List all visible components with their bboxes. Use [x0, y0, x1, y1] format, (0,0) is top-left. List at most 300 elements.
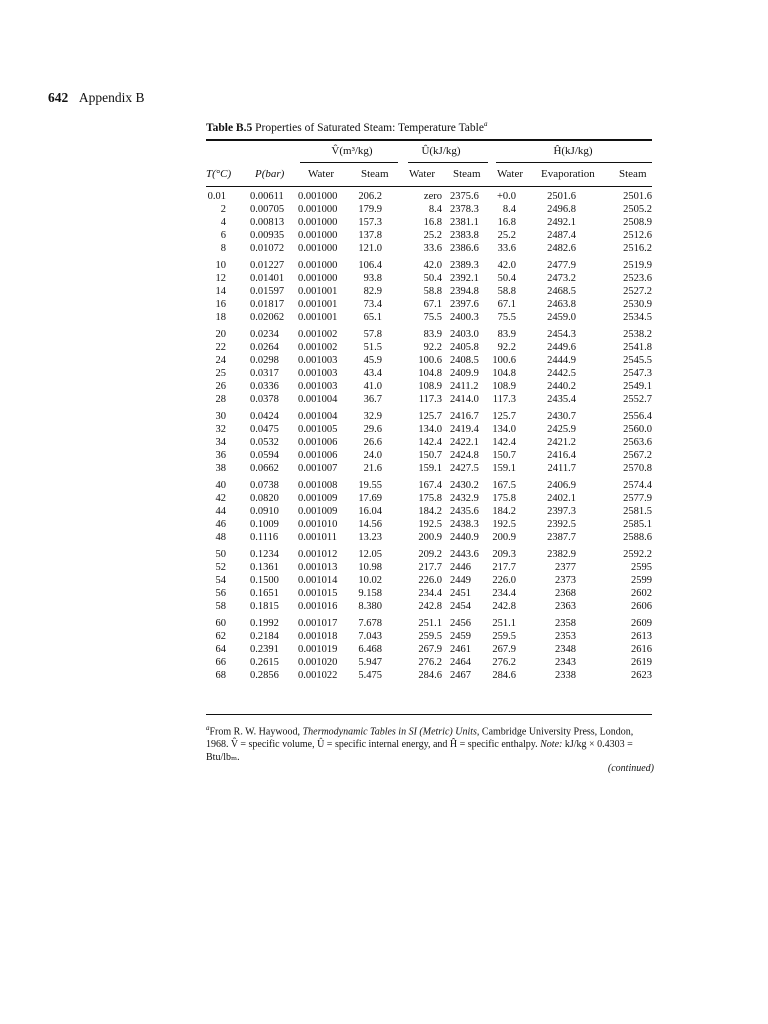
cell-pressure: 0.0738 — [250, 480, 279, 491]
cell-pressure: 0.0234 — [250, 329, 279, 340]
cell-pressure: 0.1361 — [250, 562, 279, 573]
cell-enthalpy-steam: 2585.1 — [623, 519, 652, 530]
cell-volume-water: 0.001009 — [298, 493, 338, 504]
footnote-source-title: Thermodynamic Tables in SI (Metric) Units, — [302, 726, 480, 738]
cell-volume-steam: 16.04 — [358, 506, 382, 517]
cell-volume-water: 0.001002 — [298, 329, 338, 340]
cell-enthalpy-evaporation: 2411.7 — [547, 463, 576, 474]
header-enthalpy-water: Water — [497, 168, 523, 180]
cell-temperature: 40 — [215, 480, 226, 491]
cell-temperature: 42 — [215, 493, 226, 504]
cell-volume-water: 0.001009 — [298, 506, 338, 517]
cell-pressure: 0.2391 — [250, 644, 279, 655]
cell-temperature: 34 — [215, 437, 226, 448]
cell-enthalpy-evaporation: 2373 — [555, 575, 576, 586]
cell-enthalpy-steam: 2574.4 — [623, 480, 652, 491]
cell-enthalpy-steam: 2570.8 — [623, 463, 652, 474]
cell-enthalpy-evaporation: 2416.4 — [547, 450, 576, 461]
cell-enthalpy-steam: 2545.5 — [623, 355, 652, 366]
cell-temperature: 32 — [215, 424, 226, 435]
cell-enthalpy-water: 50.4 — [497, 273, 516, 284]
cell-temperature: 44 — [215, 506, 226, 517]
cell-temperature: 6 — [220, 230, 226, 241]
cell-enthalpy-steam: 2567.2 — [623, 450, 652, 461]
footnote-text-2: Cambridge University Press, London, 1968. V̂ = specific volume, Û = specific internal energy, and Ĥ = specific enthalpy. — [206, 726, 634, 751]
cell-volume-steam: 17.69 — [358, 493, 382, 504]
cell-energy-steam: 2430.2 — [450, 480, 479, 491]
cell-temperature: 25 — [215, 368, 226, 379]
cell-energy-steam: 2392.1 — [450, 273, 479, 284]
cell-energy-steam: 2464 — [450, 657, 471, 668]
cell-pressure: 0.0336 — [250, 381, 279, 392]
cell-enthalpy-evaporation: 2449.6 — [547, 342, 576, 353]
cell-energy-steam: 2461 — [450, 644, 471, 655]
cell-enthalpy-steam: 2508.9 — [623, 217, 652, 228]
cell-temperature: 36 — [215, 450, 226, 461]
cell-pressure: 0.0532 — [250, 437, 279, 448]
table-row — [206, 242, 652, 255]
cell-volume-steam: 9.158 — [358, 588, 382, 599]
cell-volume-steam: 121.0 — [358, 243, 382, 254]
cell-energy-water: 104.8 — [418, 368, 442, 379]
header-temperature: T(°C) — [206, 168, 232, 180]
cell-volume-water: 0.001000 — [298, 273, 338, 284]
cell-enthalpy-water: 150.7 — [492, 450, 516, 461]
cell-energy-water: 192.5 — [418, 519, 442, 530]
cell-energy-water: 217.7 — [418, 562, 442, 573]
cell-enthalpy-evaporation: 2338 — [555, 670, 576, 681]
cell-enthalpy-evaporation: 2492.1 — [547, 217, 576, 228]
cell-pressure: 0.1992 — [250, 618, 279, 629]
table-row — [206, 367, 652, 380]
cell-enthalpy-water: 117.3 — [492, 394, 516, 405]
cell-volume-steam: 93.8 — [363, 273, 382, 284]
table-row — [206, 587, 652, 600]
cell-energy-water: 100.6 — [418, 355, 442, 366]
cell-enthalpy-steam: 2613 — [631, 631, 652, 642]
cell-volume-steam: 32.9 — [363, 411, 382, 422]
cell-energy-water: 209.2 — [418, 549, 442, 560]
cell-volume-steam: 10.02 — [358, 575, 382, 586]
cell-enthalpy-water: 284.6 — [492, 670, 516, 681]
cell-enthalpy-steam: 2588.6 — [623, 532, 652, 543]
table-row — [206, 341, 652, 354]
table-row — [206, 630, 652, 643]
cell-energy-steam: 2422.1 — [450, 437, 479, 448]
cell-pressure: 0.0298 — [250, 355, 279, 366]
cell-volume-steam: 5.947 — [358, 657, 382, 668]
cell-enthalpy-evaporation: 2425.9 — [547, 424, 576, 435]
cell-volume-steam: 65.1 — [363, 312, 382, 323]
cell-enthalpy-steam: 2563.6 — [623, 437, 652, 448]
table-row — [206, 656, 652, 669]
cell-energy-water: 200.9 — [418, 532, 442, 543]
cell-pressure: 0.00611 — [250, 191, 284, 202]
cell-pressure: 0.0820 — [250, 493, 279, 504]
table-row — [206, 643, 652, 656]
cell-energy-water: 25.2 — [423, 230, 442, 241]
cell-energy-steam: 2459 — [450, 631, 471, 642]
cell-enthalpy-evaporation: 2482.6 — [547, 243, 576, 254]
table-title: Properties of Saturated Steam: Temperature Table — [255, 121, 484, 134]
page-number: 642 — [48, 90, 69, 105]
cell-energy-steam: 2446 — [450, 562, 471, 573]
cell-enthalpy-steam: 2602 — [631, 588, 652, 599]
cell-volume-steam: 21.6 — [363, 463, 382, 474]
cell-pressure: 0.0264 — [250, 342, 279, 353]
cell-energy-steam: 2454 — [450, 601, 471, 612]
cell-volume-water: 0.001001 — [298, 286, 338, 297]
table-row — [206, 617, 652, 630]
cell-pressure: 0.1815 — [250, 601, 279, 612]
cell-temperature: 18 — [215, 312, 226, 323]
cell-enthalpy-water: 167.5 — [492, 480, 516, 491]
subrule-internal-energy — [408, 162, 488, 163]
cell-energy-steam: 2408.5 — [450, 355, 479, 366]
header-enthalpy-steam: Steam — [619, 168, 647, 180]
cell-enthalpy-evaporation: 2392.5 — [547, 519, 576, 530]
cell-energy-water: 16.8 — [423, 217, 442, 228]
cell-energy-steam: 2414.0 — [450, 394, 479, 405]
cell-enthalpy-water: 251.1 — [492, 618, 516, 629]
cell-enthalpy-evaporation: 2487.4 — [547, 230, 576, 241]
cell-enthalpy-water: 209.3 — [492, 549, 516, 560]
cell-enthalpy-water: +0.0 — [496, 191, 516, 202]
cell-temperature: 4 — [220, 217, 226, 228]
cell-energy-water: 42.0 — [423, 260, 442, 271]
cell-pressure: 0.01817 — [250, 299, 285, 310]
cell-enthalpy-water: 100.6 — [492, 355, 516, 366]
cell-enthalpy-evaporation: 2421.2 — [547, 437, 576, 448]
table-row — [206, 410, 652, 423]
table-row — [206, 298, 652, 311]
cell-volume-water: 0.001022 — [298, 670, 338, 681]
table-row — [206, 380, 652, 393]
cell-energy-steam: 2449 — [450, 575, 471, 586]
cell-pressure: 0.1651 — [250, 588, 279, 599]
table-row — [206, 479, 652, 492]
table-label: Table B.5 — [206, 121, 253, 134]
cell-enthalpy-evaporation: 2353 — [555, 631, 576, 642]
header-group-volume: V̂(m³/kg) — [331, 145, 373, 157]
cell-volume-steam: 57.8 — [363, 329, 382, 340]
cell-volume-water: 0.001013 — [298, 562, 338, 573]
cell-enthalpy-water: 142.4 — [492, 437, 516, 448]
header-volume-steam: Steam — [361, 168, 389, 180]
cell-volume-water: 0.001018 — [298, 631, 338, 642]
header-pressure: P(bar) — [255, 168, 285, 180]
cell-enthalpy-water: 276.2 — [492, 657, 516, 668]
cell-volume-water: 0.001011 — [298, 532, 337, 543]
cell-volume-water: 0.001004 — [298, 394, 338, 405]
cell-enthalpy-steam: 2549.1 — [623, 381, 652, 392]
cell-enthalpy-water: 259.5 — [492, 631, 516, 642]
cell-energy-water: 92.2 — [423, 342, 442, 353]
cell-enthalpy-steam: 2599 — [631, 575, 652, 586]
header-energy-steam: Steam — [453, 168, 481, 180]
table-row — [206, 229, 652, 242]
cell-enthalpy-water: 108.9 — [492, 381, 516, 392]
cell-enthalpy-evaporation: 2473.2 — [547, 273, 576, 284]
cell-temperature: 66 — [215, 657, 226, 668]
cell-energy-water: 226.0 — [418, 575, 442, 586]
cell-volume-water: 0.001019 — [298, 644, 338, 655]
table-row — [206, 492, 652, 505]
cell-enthalpy-steam: 2541.8 — [623, 342, 652, 353]
cell-enthalpy-evaporation: 2406.9 — [547, 480, 576, 491]
cell-enthalpy-steam: 2581.5 — [623, 506, 652, 517]
cell-volume-steam: 29.6 — [363, 424, 382, 435]
cell-energy-steam: 2405.8 — [450, 342, 479, 353]
cell-temperature: 64 — [215, 644, 226, 655]
cell-pressure: 0.2615 — [250, 657, 279, 668]
cell-energy-steam: 2443.6 — [450, 549, 479, 560]
cell-pressure: 0.02062 — [250, 312, 285, 323]
table-row — [206, 548, 652, 561]
cell-enthalpy-evaporation: 2501.6 — [547, 191, 576, 202]
cell-temperature: 38 — [215, 463, 226, 474]
cell-temperature: 8 — [220, 243, 226, 254]
cell-enthalpy-steam: 2619 — [631, 657, 652, 668]
table-row — [206, 462, 652, 475]
header-rule — [206, 186, 652, 187]
cell-enthalpy-evaporation: 2343 — [555, 657, 576, 668]
cell-pressure: 0.0424 — [250, 411, 279, 422]
cell-temperature: 2 — [220, 204, 226, 215]
footnote-mark: a — [206, 724, 210, 732]
cell-enthalpy-steam: 2534.5 — [623, 312, 652, 323]
cell-enthalpy-water: 75.5 — [497, 312, 516, 323]
cell-enthalpy-evaporation: 2430.7 — [547, 411, 576, 422]
cell-temperature: 0.01 — [207, 191, 226, 202]
cell-energy-water: 276.2 — [418, 657, 442, 668]
steam-table — [206, 190, 652, 682]
cell-enthalpy-water: 184.2 — [492, 506, 516, 517]
cell-enthalpy-water: 200.9 — [492, 532, 516, 543]
cell-volume-steam: 157.3 — [358, 217, 382, 228]
top-rule — [206, 139, 652, 141]
cell-energy-water: zero — [423, 191, 442, 202]
table-row — [206, 436, 652, 449]
cell-enthalpy-steam: 2501.6 — [623, 191, 652, 202]
cell-volume-water: 0.001006 — [298, 450, 338, 461]
table-row — [206, 531, 652, 544]
cell-energy-water: 167.4 — [418, 480, 442, 491]
cell-temperature: 58 — [215, 601, 226, 612]
cell-energy-steam: 2424.8 — [450, 450, 479, 461]
cell-pressure: 0.01072 — [250, 243, 285, 254]
cell-pressure: 0.2856 — [250, 670, 279, 681]
cell-energy-water: 267.9 — [418, 644, 442, 655]
cell-enthalpy-water: 42.0 — [497, 260, 516, 271]
cell-enthalpy-water: 25.2 — [497, 230, 516, 241]
table-row — [206, 669, 652, 682]
cell-energy-water: 67.1 — [423, 299, 442, 310]
cell-enthalpy-water: 242.8 — [492, 601, 516, 612]
cell-volume-steam: 206.2 — [358, 191, 382, 202]
cell-enthalpy-steam: 2512.6 — [623, 230, 652, 241]
cell-energy-water: 50.4 — [423, 273, 442, 284]
cell-volume-water: 0.001002 — [298, 342, 338, 353]
cell-temperature: 10 — [215, 260, 226, 271]
cell-enthalpy-steam: 2616 — [631, 644, 652, 655]
cell-volume-water: 0.001003 — [298, 368, 338, 379]
table-row — [206, 272, 652, 285]
cell-temperature: 24 — [215, 355, 226, 366]
cell-volume-water: 0.001005 — [298, 424, 338, 435]
cell-enthalpy-evaporation: 2358 — [555, 618, 576, 629]
cell-energy-water: 142.4 — [418, 437, 442, 448]
cell-temperature: 48 — [215, 532, 226, 543]
cell-enthalpy-steam: 2527.2 — [623, 286, 652, 297]
cell-temperature: 30 — [215, 411, 226, 422]
cell-volume-water: 0.001000 — [298, 204, 338, 215]
cell-enthalpy-evaporation: 2477.9 — [547, 260, 576, 271]
cell-enthalpy-water: 67.1 — [497, 299, 516, 310]
cell-enthalpy-steam: 2523.6 — [623, 273, 652, 284]
cell-temperature: 46 — [215, 519, 226, 530]
table-footnote — [206, 722, 654, 764]
cell-volume-water: 0.001000 — [298, 260, 338, 271]
cell-enthalpy-evaporation: 2377 — [555, 562, 576, 573]
cell-enthalpy-water: 104.8 — [492, 368, 516, 379]
cell-enthalpy-water: 16.8 — [497, 217, 516, 228]
cell-enthalpy-water: 125.7 — [492, 411, 516, 422]
cell-temperature: 62 — [215, 631, 226, 642]
cell-energy-water: 58.8 — [423, 286, 442, 297]
cell-enthalpy-steam: 2547.3 — [623, 368, 652, 379]
cell-enthalpy-evaporation: 2442.5 — [547, 368, 576, 379]
table-row — [206, 561, 652, 574]
cell-enthalpy-steam: 2595 — [631, 562, 652, 573]
cell-volume-steam: 179.9 — [358, 204, 382, 215]
cell-enthalpy-evaporation: 2468.5 — [547, 286, 576, 297]
subrule-enthalpy — [496, 162, 652, 163]
cell-enthalpy-evaporation: 2348 — [555, 644, 576, 655]
table-row — [206, 574, 652, 587]
cell-volume-steam: 6.468 — [358, 644, 382, 655]
cell-volume-water: 0.001001 — [298, 312, 338, 323]
cell-volume-water: 0.001000 — [298, 243, 338, 254]
cell-enthalpy-water: 217.7 — [492, 562, 516, 573]
cell-volume-steam: 41.0 — [363, 381, 382, 392]
cell-enthalpy-steam: 2609 — [631, 618, 652, 629]
cell-pressure: 0.2184 — [250, 631, 279, 642]
cell-volume-water: 0.001006 — [298, 437, 338, 448]
cell-energy-steam: 2403.0 — [450, 329, 479, 340]
cell-energy-water: 108.9 — [418, 381, 442, 392]
cell-enthalpy-evaporation: 2382.9 — [547, 549, 576, 560]
cell-enthalpy-steam: 2606 — [631, 601, 652, 612]
cell-volume-steam: 106.4 — [358, 260, 382, 271]
cell-volume-water: 0.001015 — [298, 588, 338, 599]
cell-enthalpy-evaporation: 2397.3 — [547, 506, 576, 517]
cell-pressure: 0.00935 — [250, 230, 285, 241]
cell-volume-steam: 26.6 — [363, 437, 382, 448]
cell-energy-water: 234.4 — [418, 588, 442, 599]
cell-energy-water: 184.2 — [418, 506, 442, 517]
cell-energy-water: 8.4 — [428, 204, 442, 215]
cell-temperature: 20 — [215, 329, 226, 340]
cell-energy-steam: 2451 — [450, 588, 471, 599]
table-row — [206, 203, 652, 216]
cell-enthalpy-evaporation: 2387.7 — [547, 532, 576, 543]
cell-temperature: 12 — [215, 273, 226, 284]
cell-enthalpy-evaporation: 2368 — [555, 588, 576, 599]
cell-pressure: 0.0475 — [250, 424, 279, 435]
cell-temperature: 26 — [215, 381, 226, 392]
header-energy-water: Water — [409, 168, 435, 180]
cell-volume-water: 0.001007 — [298, 463, 338, 474]
section-title: Appendix B — [78, 90, 145, 105]
cell-enthalpy-steam: 2556.4 — [623, 411, 652, 422]
cell-enthalpy-water: 33.6 — [497, 243, 516, 254]
cell-enthalpy-water: 8.4 — [502, 204, 516, 215]
cell-enthalpy-steam: 2530.9 — [623, 299, 652, 310]
table-row — [206, 518, 652, 531]
cell-energy-water: 175.8 — [418, 493, 442, 504]
cell-enthalpy-evaporation: 2444.9 — [547, 355, 576, 366]
cell-enthalpy-steam: 2552.7 — [623, 394, 652, 405]
cell-volume-steam: 73.4 — [363, 299, 382, 310]
cell-pressure: 0.1009 — [250, 519, 279, 530]
cell-energy-steam: 2440.9 — [450, 532, 479, 543]
cell-energy-water: 83.9 — [423, 329, 442, 340]
table-row — [206, 285, 652, 298]
cell-temperature: 14 — [215, 286, 226, 297]
cell-volume-water: 0.001001 — [298, 299, 338, 310]
cell-enthalpy-steam: 2577.9 — [623, 493, 652, 504]
cell-energy-water: 134.0 — [418, 424, 442, 435]
cell-pressure: 0.01597 — [250, 286, 285, 297]
cell-volume-steam: 12.05 — [358, 549, 382, 560]
cell-volume-water: 0.001000 — [298, 230, 338, 241]
cell-volume-water: 0.001004 — [298, 411, 338, 422]
cell-pressure: 0.1500 — [250, 575, 279, 586]
header-group-internal-energy: Û(kJ/kg) — [421, 145, 461, 157]
cell-temperature: 50 — [215, 549, 226, 560]
cell-pressure: 0.0317 — [250, 368, 279, 379]
cell-enthalpy-water: 159.1 — [492, 463, 516, 474]
header-volume-water: Water — [308, 168, 334, 180]
footnote-note-label: Note: — [540, 739, 563, 751]
table-row — [206, 505, 652, 518]
cell-volume-water: 0.001000 — [298, 191, 338, 202]
cell-energy-steam: 2432.9 — [450, 493, 479, 504]
cell-pressure: 0.0594 — [250, 450, 279, 461]
cell-enthalpy-water: 234.4 — [492, 588, 516, 599]
table-caption — [206, 120, 487, 134]
cell-volume-steam: 137.8 — [358, 230, 382, 241]
cell-energy-steam: 2427.5 — [450, 463, 479, 474]
cell-volume-steam: 5.475 — [358, 670, 382, 681]
cell-temperature: 54 — [215, 575, 226, 586]
cell-pressure: 0.1234 — [250, 549, 279, 560]
table-row — [206, 328, 652, 341]
subrule-volume — [300, 162, 398, 163]
cell-enthalpy-evaporation: 2440.2 — [547, 381, 576, 392]
cell-enthalpy-evaporation: 2435.4 — [547, 394, 576, 405]
table-row — [206, 423, 652, 436]
cell-energy-water: 125.7 — [418, 411, 442, 422]
cell-energy-steam: 2381.1 — [450, 217, 479, 228]
table-row — [206, 354, 652, 367]
cell-enthalpy-water: 175.8 — [492, 493, 516, 504]
cell-volume-steam: 10.98 — [358, 562, 382, 573]
cell-temperature: 56 — [215, 588, 226, 599]
cell-temperature: 68 — [215, 670, 226, 681]
cell-volume-water: 0.001003 — [298, 355, 338, 366]
